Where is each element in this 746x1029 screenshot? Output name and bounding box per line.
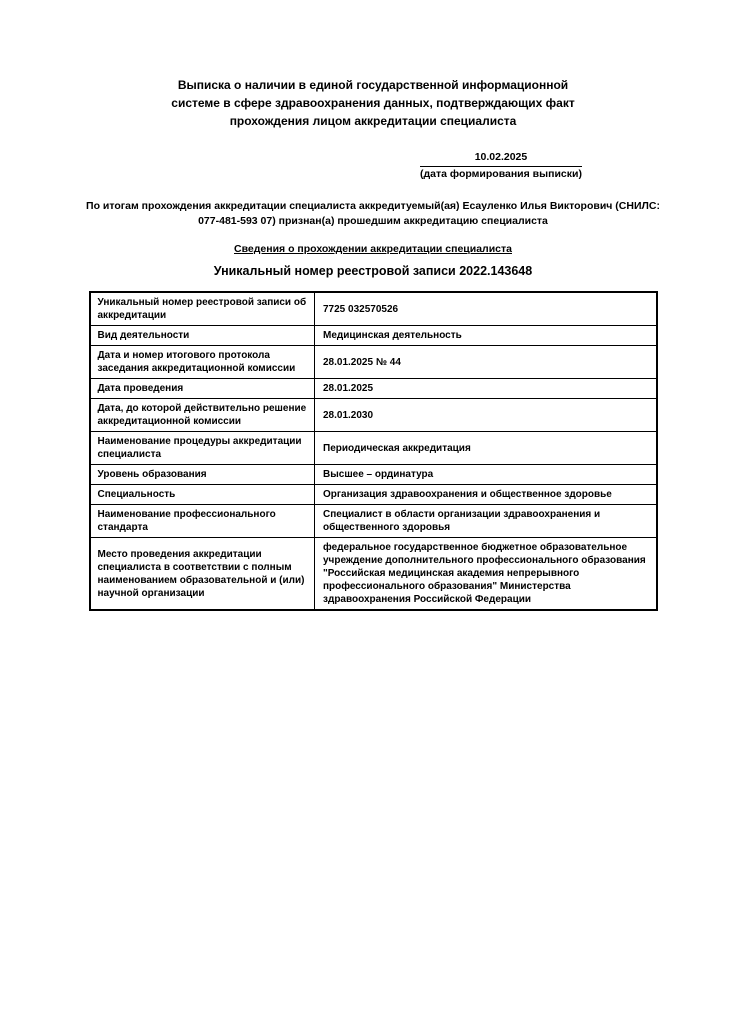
table-row-value: Специалист в области организации здравоохранения и общественного здоровья xyxy=(315,505,657,538)
formation-date-caption: (дата формирования выписки) xyxy=(420,168,582,180)
formation-date-block xyxy=(420,151,582,181)
table-row-label: Дата, до которой действительно решение аккредитационной комиссии xyxy=(90,399,315,432)
table-row-label: Наименование процедуры аккредитации специалиста xyxy=(90,432,315,465)
table-row-value: Медицинская деятельность xyxy=(315,326,657,346)
table-row-value: 28.01.2030 xyxy=(315,399,657,432)
table-row-value: 7725 032570526 xyxy=(315,292,657,326)
table-row xyxy=(90,538,657,611)
table-row-label: Уникальный номер реестровой записи об аккредитации xyxy=(90,292,315,326)
document-title-line: прохождения лицом аккредитации специалиста xyxy=(229,114,517,128)
table-row-label: Дата проведения xyxy=(90,379,315,399)
accreditation-table xyxy=(89,291,658,611)
table-row-value: федеральное государственное бюджетное образовательное учреждение дополнительного профессионального образования "Российская медицинская академия непрерывного профессионального образования" Министерства здравоохранения Российской Федерации xyxy=(315,538,657,611)
table-row xyxy=(90,379,657,399)
document-title xyxy=(0,76,746,130)
section-heading: Сведения о прохождении аккредитации специалиста xyxy=(234,243,512,255)
table-row xyxy=(90,505,657,538)
table-row-label: Наименование профессионального стандарта xyxy=(90,505,315,538)
table-row xyxy=(90,432,657,465)
formation-date-value: 10.02.2025 xyxy=(420,151,582,167)
table-row-value: Организация здравоохранения и общественное здоровье xyxy=(315,485,657,505)
table-row-label: Вид деятельности xyxy=(90,326,315,346)
table-row-label: Специальность xyxy=(90,485,315,505)
table-row-value: Высшее – ординатура xyxy=(315,465,657,485)
table-row-value: Периодическая аккредитация xyxy=(315,432,657,465)
table-row xyxy=(90,346,657,379)
table-row xyxy=(90,326,657,346)
registry-number-heading: Уникальный номер реестровой записи 2022.143648 xyxy=(213,264,533,278)
document-title-line: Выписка о наличии в единой государственной информационной xyxy=(177,78,569,92)
table-row xyxy=(90,485,657,505)
table-row-value: 28.01.2025 xyxy=(315,379,657,399)
table-row-value: 28.01.2025 № 44 xyxy=(315,346,657,379)
intro-paragraph: По итогам прохождения аккредитации специалиста аккредитуемый(ая) Есауленко Илья Викторович (СНИЛС: 077-481-593 07) признан(а) прошедшим аккредитацию специалиста xyxy=(86,200,660,227)
table-row-label: Место проведения аккредитации специалиста в соответствии с полным наименованием образовательной и (или) научной организации xyxy=(90,538,315,611)
table-row xyxy=(90,292,657,326)
table-row xyxy=(90,399,657,432)
table-row-label: Дата и номер итогового протокола заседания аккредитационной комиссии xyxy=(90,346,315,379)
table-row xyxy=(90,465,657,485)
document-title-line: системе в сфере здравоохранения данных, подтверждающих факт xyxy=(171,96,575,110)
table-row-label: Уровень образования xyxy=(90,465,315,485)
accreditation-table-body xyxy=(90,292,657,610)
